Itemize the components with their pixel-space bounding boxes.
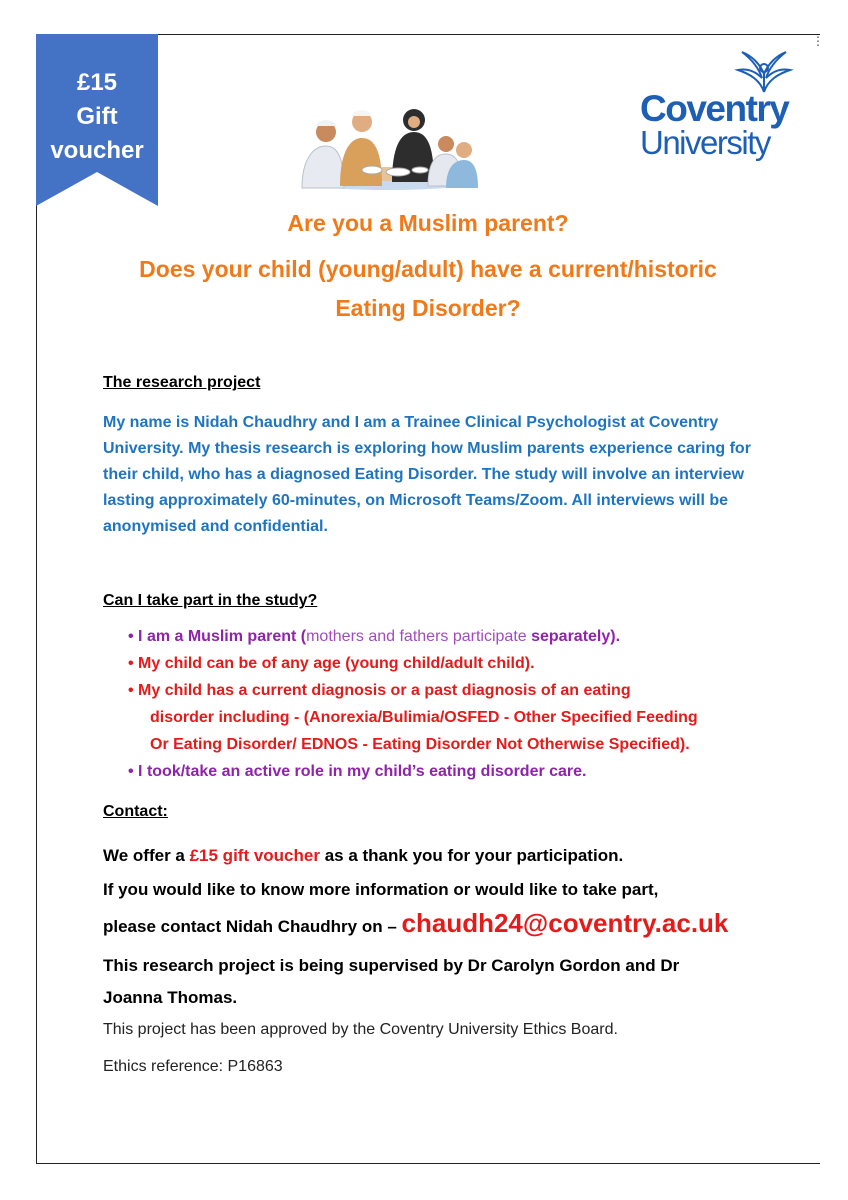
eligibility-item-3a: My child has a current diagnosis or a past diagnosis of an eating — [138, 682, 631, 699]
voucher-offer — [103, 846, 803, 866]
family-meal-illustration — [296, 98, 480, 192]
offer-voucher-amount: £15 gift voucher — [189, 846, 320, 865]
bullet-icon: • — [128, 763, 139, 780]
eligibility-item-1a: I am a Muslim parent ( — [138, 628, 307, 645]
bullet-icon: • — [128, 655, 139, 672]
eligibility-item-3b: disorder including - (Anorexia/Bulimia/OSFED - Other Specified Feeding — [150, 709, 698, 726]
eligibility-list — [128, 623, 808, 785]
voucher-line2: Gift — [76, 103, 118, 130]
more-info-line-1: If you would like to know more information or would like to take part, — [103, 880, 659, 899]
eligibility-item-1c: separately). — [526, 628, 621, 645]
research-section-title: The research project — [103, 374, 261, 391]
contact-prompt: please contact Nidah Chaudhry on – — [103, 917, 402, 936]
eligibility-item-3c: Or Eating Disorder/ EDNOS - Eating Disorder Not Otherwise Specified). — [150, 736, 690, 753]
eligibility-item-2: My child can be of any age (young child/adult child). — [138, 655, 535, 672]
headline-question-1: Are you a Muslim parent? — [287, 210, 569, 236]
logo-word-coventry: Coventry — [640, 88, 789, 129]
headline-line-2a: Does your child (young/adult) have a current/historic — [139, 256, 717, 282]
voucher-line3: voucher — [50, 137, 144, 164]
coventry-university-logo — [640, 48, 800, 161]
corner-marker: ⋮ — [812, 34, 824, 48]
contact-email-link[interactable]: chaudh24@coventry.ac.uk — [401, 908, 729, 938]
gift-voucher-badge — [36, 34, 158, 206]
supervision-line-2: Joanna Thomas. — [103, 988, 238, 1007]
voucher-amount: £15 — [76, 69, 118, 96]
headline-line-2b: Eating Disorder? — [335, 295, 521, 321]
eligibility-item — [128, 758, 808, 785]
offer-text-c: as a thank you for your participation. — [319, 846, 624, 865]
offer-text-a: We offer a — [103, 846, 190, 865]
bullet-icon: • — [128, 682, 139, 699]
contact-section-title: Contact: — [103, 803, 168, 820]
eligibility-item — [128, 677, 808, 704]
voucher-text — [36, 66, 158, 168]
eligibility-item — [128, 650, 808, 677]
ethics-approval: This project has been approved by the Coventry University Ethics Board. — [103, 1021, 618, 1038]
eligibility-section-title: Can I take part in the study? — [103, 592, 318, 609]
bullet-icon: • — [128, 628, 139, 645]
headline-question-2 — [36, 253, 820, 325]
research-description: My name is Nidah Chaudhry and I am a Trainee Clinical Psychologist at Coventry University. My thesis research is exploring how Muslim parents experience caring for their child, who has a diagnosed Eating Disorder. The study will involve an interview lasting approximately 60-minutes, on Microsoft Teams/Zoom. All interviews will be anonymised and confidential. — [103, 414, 751, 535]
more-info-line-2 — [103, 908, 803, 939]
supervision-line-1: This research project is being supervised by Dr Carolyn Gordon and Dr — [103, 956, 680, 975]
logo-word-university: University — [640, 124, 770, 161]
eligibility-item-4: I took/take an active role in my child’s eating disorder care. — [138, 763, 587, 780]
eligibility-item — [128, 623, 808, 650]
ethics-reference: Ethics reference: P16863 — [103, 1058, 283, 1075]
eligibility-item-1b: mothers and fathers participate — [306, 628, 527, 645]
